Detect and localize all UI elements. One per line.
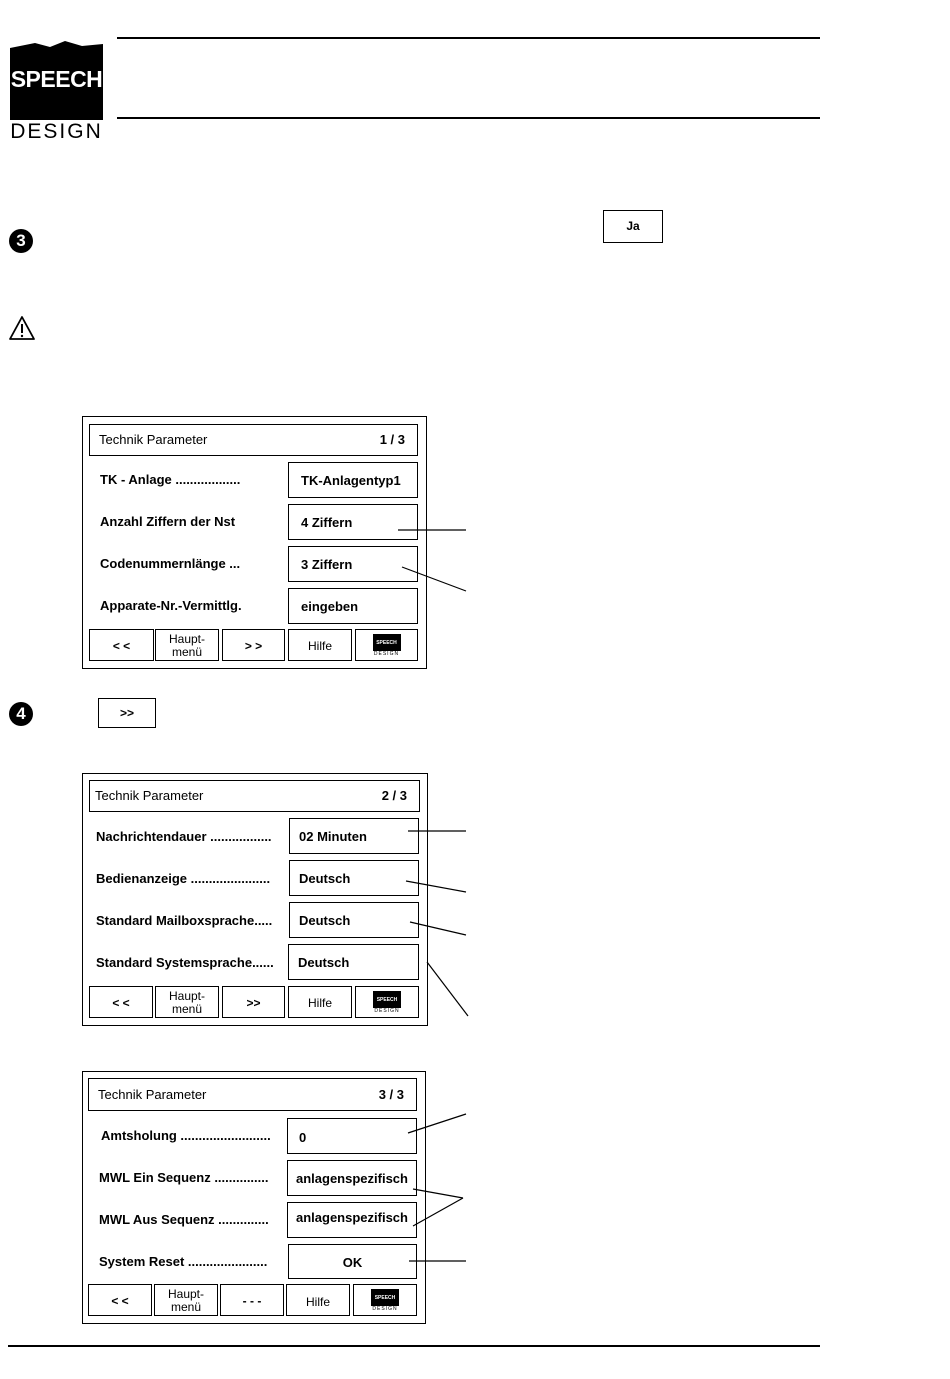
leader-line — [406, 881, 466, 892]
panel-title: Technik Parameter — [95, 788, 204, 803]
field-standard-systemsprache[interactable]: Deutsch — [288, 944, 419, 980]
hauptmenue-line-1: Haupt- — [168, 989, 206, 1003]
logo-word-speech: SPEECH — [10, 66, 103, 92]
mini-logo-word-design: DESIGN — [373, 651, 400, 657]
leader-line — [402, 567, 466, 591]
nav-hilfe-button[interactable]: Hilfe — [288, 629, 352, 661]
logo-word-design: DESIGN — [10, 120, 103, 143]
leader-line — [413, 1198, 463, 1226]
label-standard-mailboxsprache: Standard Mailboxsprache..... — [96, 913, 273, 928]
mini-logo-word-design: DESIGN — [372, 1306, 398, 1312]
field-standard-mailboxsprache[interactable]: Deutsch — [289, 902, 419, 938]
field-apparate-nr[interactable]: eingeben — [288, 588, 418, 624]
next-page-button[interactable]: >> — [98, 698, 156, 728]
field-mwl-ein-sequenz[interactable]: anlagenspezifisch — [287, 1160, 417, 1196]
label-system-reset: System Reset ...................... — [99, 1254, 268, 1269]
nav-prev-button[interactable]: < < — [89, 986, 153, 1018]
nav-next-button[interactable]: >> — [222, 986, 285, 1018]
label-mwl-ein-sequenz: MWL Ein Sequenz ............... — [99, 1170, 269, 1185]
nav-hilfe-button[interactable]: Hilfe — [288, 986, 352, 1018]
page-indicator: 1 / 3 — [379, 432, 405, 447]
hauptmenue-line-2: menü — [171, 1002, 203, 1016]
nav-prev-button[interactable]: < < — [89, 629, 154, 661]
panel-title: Technik Parameter — [99, 432, 208, 447]
label-tk-anlage: TK - Anlage .................. — [100, 472, 241, 487]
page-indicator: 2 / 3 — [381, 788, 407, 803]
label-mwl-aus-sequenz: MWL Aus Sequenz .............. — [99, 1212, 269, 1227]
field-nachrichtendauer[interactable]: 02 Minuten — [289, 818, 419, 854]
hauptmenue-line-2: menü — [170, 1300, 202, 1314]
field-amtsholung[interactable]: 0 — [287, 1118, 417, 1154]
label-nachrichtendauer: Nachrichtendauer ................. — [96, 829, 272, 844]
hauptmenue-line-1: Haupt- — [168, 632, 206, 646]
mini-logo-word-speech: SPEECH — [376, 997, 398, 1003]
label-anzahl-ziffern: Anzahl Ziffern der Nst — [100, 514, 236, 529]
footer-rule — [8, 1345, 820, 1347]
field-anzahl-ziffern[interactable]: 4 Ziffern — [288, 504, 418, 540]
field-tk-anlage[interactable]: TK-Anlagentyp1 — [288, 462, 418, 498]
label-bedienanzeige: Bedienanzeige ...................... — [96, 871, 271, 886]
field-bedienanzeige[interactable]: Deutsch — [289, 860, 419, 896]
leader-line — [427, 962, 468, 1016]
step-4-icon: 4 — [9, 702, 33, 726]
label-apparate-nr: Apparate-Nr.-Vermittlg. — [100, 598, 242, 613]
label-codenummernlaenge: Codenummernlänge ... — [100, 556, 241, 571]
step-3-icon: 3 — [9, 229, 33, 253]
label-standard-systemsprache: Standard Systemsprache...... — [96, 955, 274, 970]
nav-next-button[interactable]: > > — [222, 629, 285, 661]
label-amtsholung: Amtsholung ......................... — [101, 1128, 271, 1143]
panel-title: Technik Parameter — [98, 1087, 207, 1102]
mini-logo-word-design: DESIGN — [374, 1008, 400, 1014]
nav-hilfe-button[interactable]: Hilfe — [286, 1284, 350, 1316]
ja-button[interactable]: Ja — [603, 210, 663, 243]
leader-line — [413, 1189, 463, 1198]
nav-disabled-button[interactable]: - - - — [220, 1284, 284, 1316]
mini-logo-word-speech: SPEECH — [374, 1295, 396, 1301]
system-reset-ok-button[interactable]: OK — [288, 1244, 417, 1279]
page-indicator: 3 / 3 — [378, 1087, 404, 1102]
hauptmenue-line-2: menü — [171, 645, 203, 659]
hauptmenue-line-1: Haupt- — [167, 1287, 205, 1301]
nav-prev-button[interactable]: < < — [88, 1284, 152, 1316]
field-mwl-aus-sequenz[interactable]: anlagenspezifisch — [287, 1202, 417, 1238]
field-codenummernlaenge[interactable]: 3 Ziffern — [288, 546, 418, 582]
leader-line — [408, 1114, 466, 1133]
leader-line — [410, 922, 466, 935]
mini-logo-word-speech: SPEECH — [376, 640, 397, 646]
